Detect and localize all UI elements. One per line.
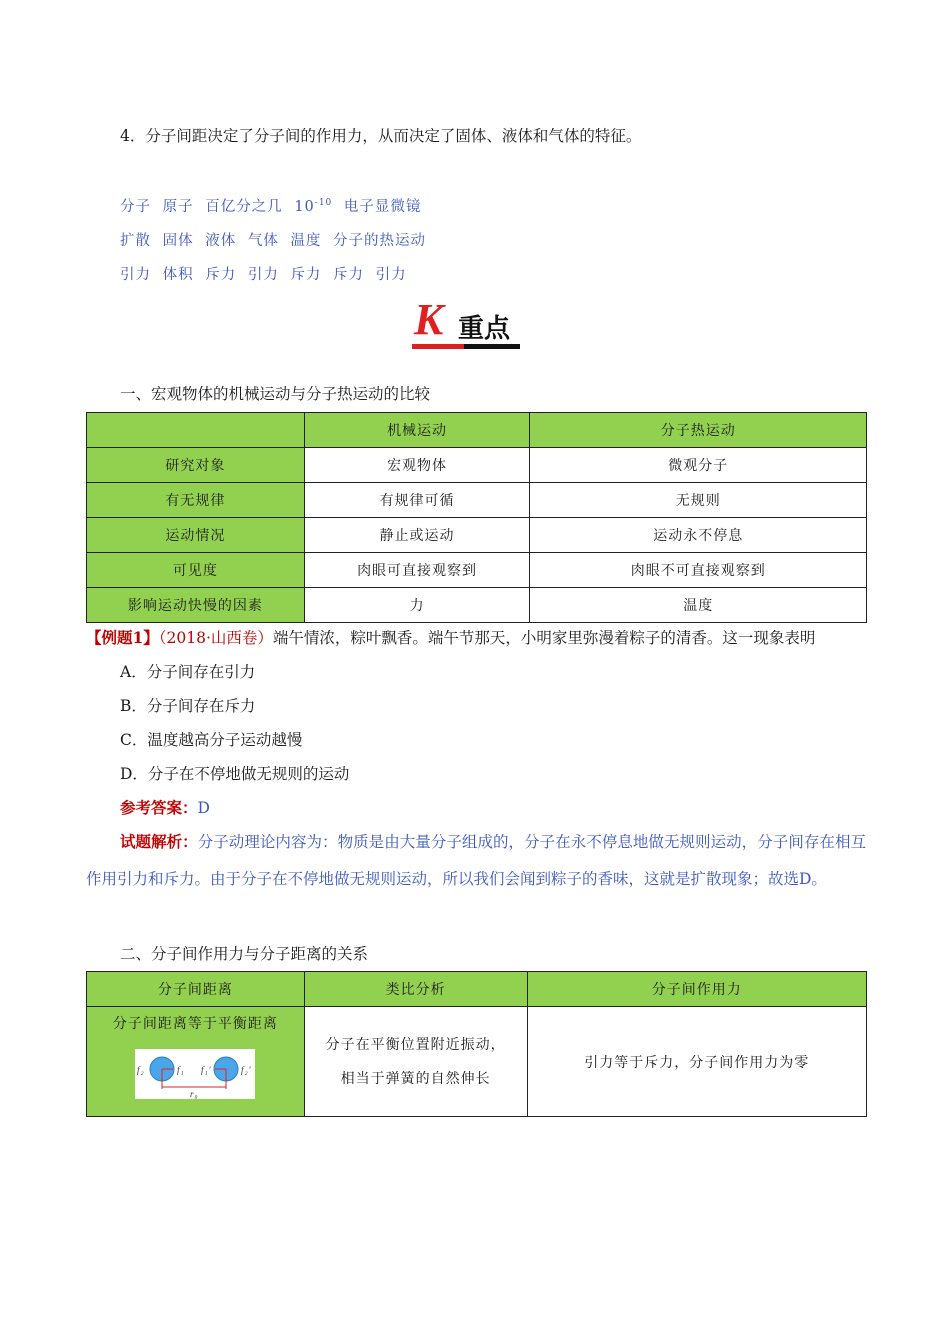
- table-header-cell: 类比分析: [304, 972, 527, 1007]
- option-a: A．分子间存在引力: [120, 663, 256, 681]
- analogy-cell: [304, 1007, 527, 1117]
- table-row: [87, 483, 867, 518]
- analogy-line: 分子在平衡位置附近振动，: [325, 1036, 506, 1053]
- section2-title: 二、分子间作用力与分子距离的关系: [120, 945, 369, 963]
- analysis-paragraph: [86, 823, 866, 898]
- banner-text: 重点: [458, 314, 511, 344]
- row-label: 研究对象: [87, 448, 305, 483]
- table-cell: 力: [304, 588, 530, 623]
- blue-answers-row2: [120, 229, 432, 250]
- blue-answer: 体积: [162, 267, 194, 283]
- table-row: [87, 553, 867, 588]
- analysis-label: 试题解析：: [120, 832, 198, 851]
- blue-answer: 液体: [205, 233, 237, 249]
- row-label: 可见度: [87, 553, 305, 588]
- table-cell: 静止或运动: [304, 518, 530, 553]
- label-r0: r₀: [190, 1089, 200, 1099]
- comparison-table: [86, 412, 867, 623]
- label-f1-prime: f₁′: [201, 1065, 213, 1075]
- example-source: （2018·山西卷）: [158, 629, 273, 647]
- table-row: [87, 1007, 867, 1117]
- option-d: D．分子在不停地做无规则的运动: [120, 765, 350, 783]
- banner-letter: K: [414, 295, 444, 344]
- blue-answer: 扩散: [120, 233, 151, 249]
- table-header-cell: 机械运动: [304, 413, 530, 448]
- table-row: [87, 518, 867, 553]
- banner-underline-black: [464, 344, 520, 349]
- label-f2-prime: f₂′: [241, 1065, 253, 1075]
- blue-answer: 引力: [247, 267, 279, 283]
- row-label: 影响运动快慢的因素: [87, 588, 305, 623]
- blue-answer: 百亿分之几: [205, 199, 283, 215]
- blue-answer: 固体: [162, 233, 194, 249]
- table-cell: 运动永不停息: [530, 518, 867, 553]
- blue-answer: 分子的热运动: [333, 233, 427, 249]
- blue-answer: 斥力: [205, 267, 237, 283]
- table-header-row: [87, 413, 867, 448]
- blue-answer: 斥力: [333, 267, 365, 283]
- example-tag: 【例题1】: [86, 628, 159, 647]
- row-label: 运动情况: [87, 518, 305, 553]
- example-question-text: 端午情浓，粽叶飘香。端午节那天，小明家里弥漫着粽子的清香。这一现象表明: [272, 629, 816, 647]
- table-header-row: [87, 972, 867, 1007]
- blue-answer: 分子: [120, 199, 151, 215]
- table-cell: 温度: [530, 588, 867, 623]
- blue-answer: 引力: [120, 267, 151, 283]
- analogy-line: 相当于弹簧的自然伸长: [340, 1070, 491, 1087]
- force-cell: 引力等于斥力，分子间作用力为零: [527, 1007, 867, 1117]
- distance-label: 分子间距离等于平衡距离: [112, 1016, 278, 1032]
- table-cell: 肉眼不可直接观察到: [530, 553, 867, 588]
- label-f2: f₂: [137, 1065, 146, 1075]
- distance-force-table: [86, 971, 867, 1117]
- table-cell: 无规则: [530, 483, 867, 518]
- table-row: [87, 588, 867, 623]
- molecule-diagram: [135, 1049, 255, 1099]
- table-cell: 肉眼可直接观察到: [304, 553, 530, 588]
- analysis-text: 分子动理论内容为：物质是由大量分子组成的，分子在永不停息地做无规则运动，分子间存在相互作用引力和斥力。由于分子在不停地做无规则运动，所以我们会闻到粽子的香味，这就是扩散现象；故选D。: [86, 833, 866, 888]
- blue-answer: 引力: [375, 267, 407, 283]
- label-f1: f₁: [177, 1065, 186, 1075]
- blue-answer-number: $10^{-10}$: [294, 198, 333, 215]
- example-question: [86, 628, 815, 648]
- blue-answer: 原子: [162, 199, 194, 215]
- table-row: [87, 448, 867, 483]
- banner-underline-red: [412, 344, 464, 349]
- table-header-cell: [87, 413, 305, 448]
- key-points-banner: [410, 295, 522, 352]
- option-c: C．温度越高分子运动越慢: [120, 731, 303, 749]
- blue-answer: 温度: [290, 233, 322, 249]
- blue-answer: 斥力: [290, 267, 322, 283]
- row-label: 有无规律: [87, 483, 305, 518]
- distance-cell: [87, 1007, 305, 1117]
- blue-answer: 电子显微镜: [343, 199, 422, 215]
- table-cell: 有规律可循: [304, 483, 530, 518]
- intro-line: 4．分子间距决定了分子间的作用力，从而决定了固体、液体和气体的特征。: [120, 127, 642, 145]
- table-header-cell: 分子间距离: [87, 972, 305, 1007]
- table-cell: 宏观物体: [304, 448, 530, 483]
- answer-line: [120, 798, 210, 818]
- table-header-cell: 分子间作用力: [527, 972, 867, 1007]
- table-header-cell: 分子热运动: [530, 413, 867, 448]
- option-b: B．分子间存在斥力: [120, 697, 256, 715]
- table-cell: 微观分子: [530, 448, 867, 483]
- blue-answer: 气体: [247, 233, 279, 249]
- section1-title: 一、宏观物体的机械运动与分子热运动的比较: [120, 385, 431, 403]
- blue-answers-row3: [120, 263, 413, 284]
- answer-label: 参考答案：: [120, 798, 198, 817]
- answer-value: D: [197, 799, 210, 817]
- blue-answers-row1: [120, 195, 427, 216]
